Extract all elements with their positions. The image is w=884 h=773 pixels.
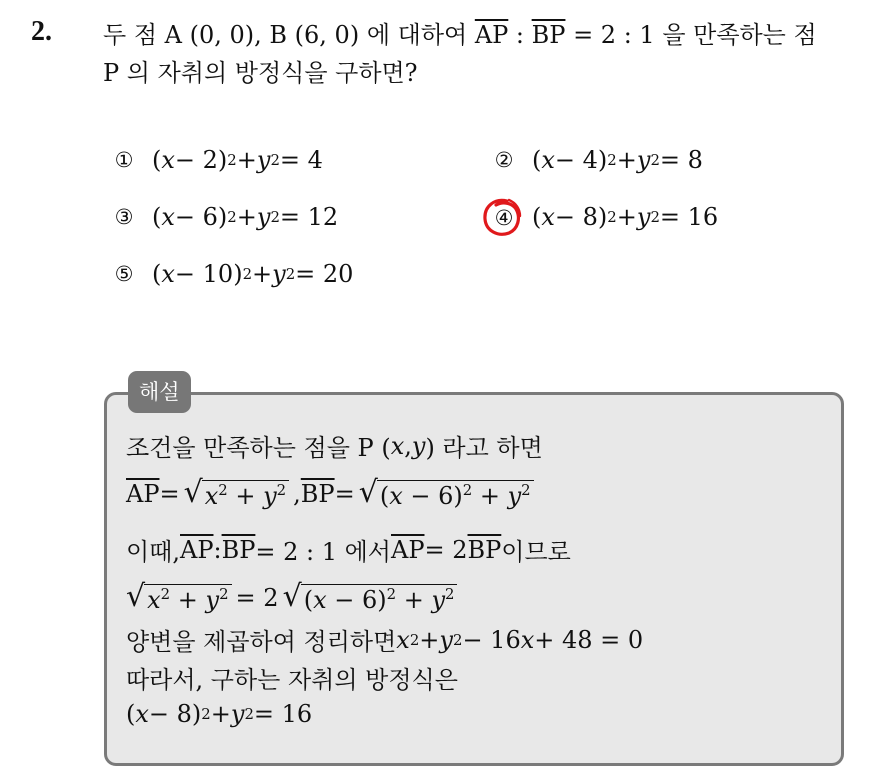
sol-text: = 2 — [424, 535, 468, 564]
radicand — [301, 584, 458, 615]
sol-exponent: 2 — [276, 481, 287, 499]
solution-line-2 — [126, 476, 538, 511]
eq-var-x: x — [541, 203, 555, 231]
eq-rhs: = 16 — [659, 203, 719, 231]
sol-var-x: x — [135, 700, 149, 728]
choice-number-wrap — [490, 203, 532, 231]
sol-term: − 8) — [148, 700, 202, 728]
sqrt-ap — [184, 476, 290, 511]
solution-line-6: 따라서, 구하는 자취의 방정식은 — [126, 666, 458, 694]
sol-rhs: = 16 — [253, 700, 313, 728]
eq-rhs: = 8 — [659, 146, 703, 174]
eq-var-y: y — [636, 146, 651, 174]
sol-paren: ( — [303, 586, 314, 614]
stem-text: 을 만족하는 점 — [654, 21, 817, 49]
eq-term: − 2) — [174, 146, 228, 174]
sol-eq: = — [159, 479, 180, 508]
sol-exponent: 2 — [521, 481, 531, 499]
eq-paren: ( — [152, 260, 162, 288]
eq-rhs: = 20 — [295, 260, 354, 288]
question-number: 2. — [31, 16, 52, 47]
sol-exponent: 2 — [462, 481, 473, 499]
choice-4[interactable]: ④ ( x − 8) 2 + y 2 = 16 — [490, 199, 718, 235]
eq-paren: ( — [532, 146, 542, 174]
sol-text: 이때, — [126, 538, 180, 566]
sol-text: ) 라고 하면 — [425, 434, 543, 462]
eq-var-x: x — [541, 146, 555, 174]
sol-term: − 6) — [326, 586, 387, 614]
eq-plus: + — [236, 203, 257, 231]
sol-eq: = 2 — [235, 583, 279, 612]
sol-var-x: x — [390, 431, 405, 460]
solution-line-3 — [126, 532, 571, 567]
eq-paren: ( — [152, 203, 162, 231]
choice-number: ③ — [114, 205, 134, 229]
sol-var-y: y — [411, 431, 426, 460]
segment-bp: $\overline{BP}$ — [221, 535, 256, 564]
eq-paren: ( — [152, 146, 162, 174]
sol-plus: + — [396, 586, 432, 614]
point-b: B (6, 0) — [269, 21, 360, 49]
sol-term: + 48 = 0 — [534, 625, 644, 654]
eq-plus: + — [236, 146, 257, 174]
sol-var-y: y — [431, 586, 446, 614]
sol-exponent: 2 — [218, 481, 228, 499]
radicand — [202, 480, 289, 511]
sol-comma: , — [404, 431, 412, 460]
sol-var-y: y — [439, 625, 453, 654]
eq-term: − 4) — [554, 146, 608, 174]
eq-term: − 6) — [174, 203, 228, 231]
stem-text: 에 대하여 — [359, 21, 475, 49]
eq-rhs: = 12 — [279, 203, 339, 231]
choice-number: ④ — [494, 206, 514, 230]
choice-number: ⑤ — [114, 262, 134, 286]
eq-term: − 8) — [554, 203, 608, 231]
solution-line-7: ( x − 8) 2 + y 2 = 16 — [126, 700, 313, 728]
choice-1[interactable]: ① ( x − 2) 2 + y 2 = 4 — [110, 142, 323, 178]
segment-ap: $\overline{AP}$ — [391, 535, 425, 564]
radical-sign: √ — [358, 475, 378, 510]
sol-var-x: x — [204, 482, 219, 510]
sol-exponent: 2 — [445, 585, 455, 603]
choice-number: ② — [494, 148, 514, 172]
segment-ap: $\overline{AP}$ — [180, 535, 214, 564]
eq-var-y: y — [256, 146, 271, 174]
solution-tag: 해설 — [128, 371, 191, 413]
sol-var-x: x — [389, 482, 403, 510]
question-line-2: P 의 자취의 방정식을 구하면? — [103, 59, 418, 87]
choice-2[interactable]: ② ( x − 4) 2 + y 2 = 8 — [490, 142, 703, 178]
solution-line-4 — [126, 580, 461, 615]
radicand — [377, 480, 534, 511]
sol-var-x: x — [520, 625, 535, 654]
eq-term: − 10) — [174, 260, 243, 288]
sol-exponent: 2 — [160, 585, 171, 603]
sol-plus: + — [419, 625, 440, 654]
choice-number: ① — [114, 148, 134, 172]
sol-text: 이므로 — [501, 538, 571, 566]
sol-exponent: 2 — [386, 585, 397, 603]
eq-plus: + — [252, 260, 273, 288]
segment-ap: $\overline{AP}$ — [126, 479, 160, 508]
solution-line-5: 양변을 제곱하여 정리하면 x 2 + y 2 − 16 x + 48 = 0 — [126, 622, 643, 657]
segment-bp: $\overline{BP}$ — [467, 535, 502, 564]
eq-var-y: y — [636, 203, 651, 231]
choice-5[interactable]: ⑤ ( x − 10) 2 + y 2 = 20 — [110, 256, 353, 292]
sol-text: 조건을 만족하는 점을 P ( — [126, 434, 391, 462]
sol-paren: ( — [379, 482, 390, 510]
eq-var-x: x — [161, 203, 175, 231]
sol-var-x: x — [313, 586, 327, 614]
ratio-value: = 2 : 1 — [565, 21, 655, 49]
stem-text: 두 점 — [103, 21, 165, 49]
eq-var-x: x — [161, 260, 175, 288]
eq-plus: + — [616, 146, 637, 174]
ratio-separator: : — [508, 21, 532, 49]
sqrt-right — [283, 580, 458, 615]
sol-comma: , — [293, 479, 301, 508]
radical-sign: √ — [126, 579, 146, 614]
sol-text: 양변을 제곱하여 정리하면 — [126, 628, 397, 656]
sol-plus: + — [227, 482, 264, 510]
sol-term: − 16 — [462, 625, 521, 654]
sqrt-bp — [359, 476, 534, 511]
question-stem — [103, 16, 863, 92]
sol-colon: : — [213, 535, 222, 564]
eq-var-y: y — [256, 203, 271, 231]
solution-line-1 — [126, 428, 543, 463]
sol-var-y: y — [263, 482, 277, 510]
radicand — [144, 584, 231, 615]
sol-paren: ( — [126, 700, 136, 728]
sol-var-y: y — [507, 482, 522, 510]
eq-var-y: y — [272, 260, 286, 288]
segment-ap: $\overline{AP}$ — [474, 21, 509, 49]
sol-eq: = — [334, 479, 355, 508]
sol-var-y: y — [230, 700, 245, 728]
eq-plus: + — [616, 203, 637, 231]
sol-text: = 2 : 1 에서 — [255, 538, 391, 566]
stem-comma: , — [254, 21, 270, 49]
sol-term: − 6) — [402, 482, 463, 510]
sol-exponent: 2 — [219, 585, 229, 603]
sol-var-x: x — [147, 586, 161, 614]
point-a: A (0, 0) — [164, 21, 255, 49]
segment-bp: $\overline{BP}$ — [300, 479, 335, 508]
sol-var-x: x — [396, 625, 410, 654]
radical-sign: √ — [282, 579, 302, 614]
question-line-1 — [103, 16, 863, 54]
sol-plus: + — [210, 700, 231, 728]
sol-var-y: y — [205, 586, 220, 614]
radical-sign: √ — [183, 475, 203, 510]
sol-plus: + — [472, 482, 508, 510]
sol-plus: + — [170, 586, 206, 614]
choice-3[interactable]: ③ ( x − 6) 2 + y 2 = 12 — [110, 199, 338, 235]
eq-var-x: x — [161, 146, 175, 174]
segment-bp: $\overline{BP}$ — [531, 21, 566, 49]
sqrt-left — [126, 580, 232, 615]
eq-paren: ( — [532, 203, 542, 231]
eq-rhs: = 4 — [279, 146, 323, 174]
